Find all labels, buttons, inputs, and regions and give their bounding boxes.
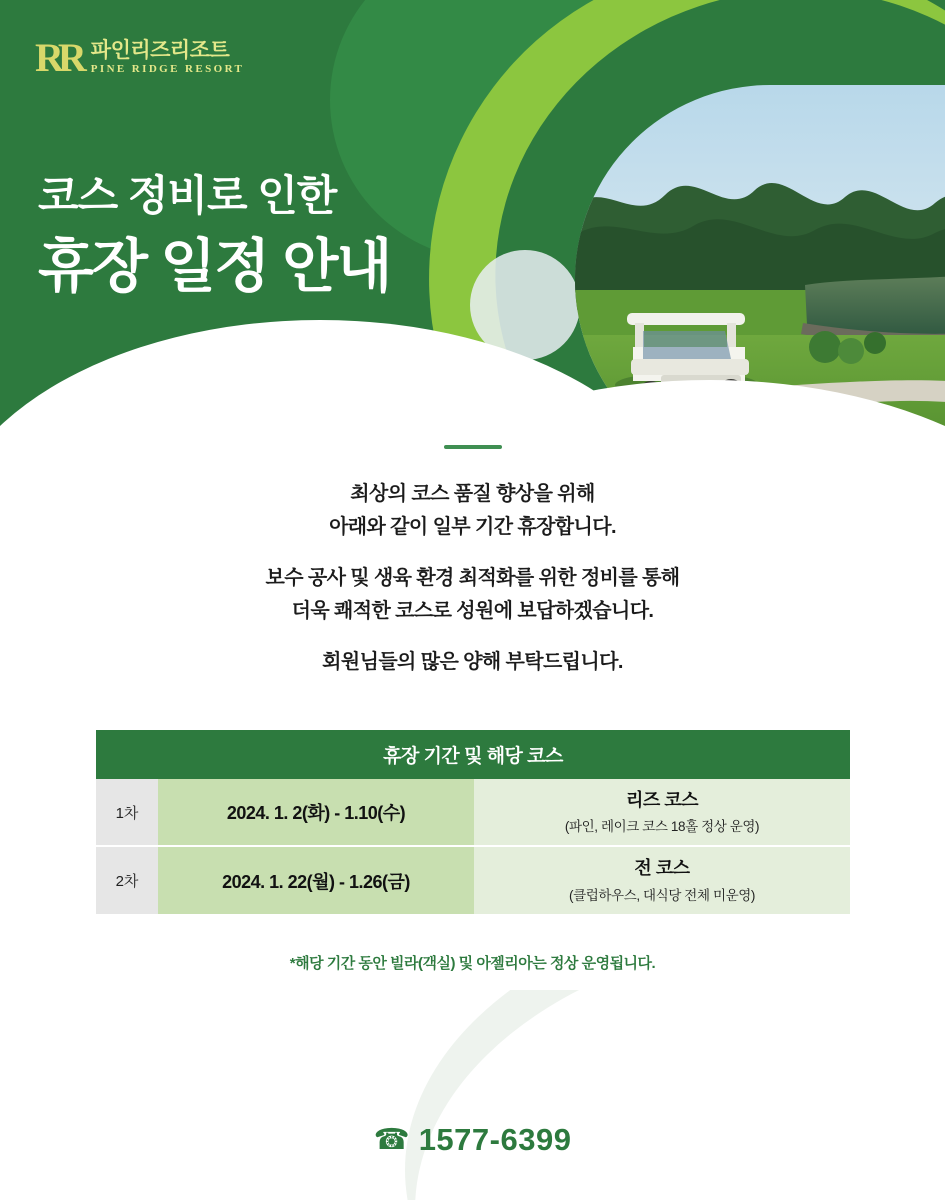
course-note: (클럽하우스, 대식당 전체 미운영) <box>569 887 755 903</box>
message-line: 아래와 같이 일부 기간 휴장합니다. <box>329 516 616 538</box>
course-name: 전 코스 <box>634 858 690 879</box>
course-name: 리즈 코스 <box>625 790 699 810</box>
hero-banner <box>0 0 945 480</box>
schedule-table <box>96 730 850 916</box>
logo-monogram-icon: RR <box>35 35 81 80</box>
logo-text-block <box>91 39 245 77</box>
message-line: 회원님들의 많은 양해 부탁드립니다. <box>322 651 623 673</box>
message-line: 보수 공사 및 생육 환경 최적화를 위한 정비를 통해 <box>265 567 680 589</box>
course-note: (파인, 레이크 코스 18홀 정상 운영) <box>564 819 760 835</box>
brand-name-english: PINE RIDGE RESORT <box>90 62 245 75</box>
footer-decoration <box>0 990 945 1200</box>
telephone-icon: ☎ <box>373 1123 410 1156</box>
contact-phone[interactable] <box>0 1122 945 1158</box>
table-cell-course <box>474 779 850 845</box>
section-divider <box>444 445 502 449</box>
footnote: *해당 기간 동안 빌라(객실) 및 아젤리아는 정상 운영됩니다. <box>289 955 656 972</box>
brand-logo <box>35 35 245 80</box>
phone-number[interactable]: 1577-6399 <box>418 1122 572 1157</box>
table-cell-date: 2024. 1. 2(화) - 1.10(수) <box>158 779 474 845</box>
brand-name-korean: 파인리즈리조트 <box>90 38 230 62</box>
schedule-table-header: 휴장 기간 및 해당 코스 <box>96 730 850 779</box>
page-title <box>38 170 390 304</box>
table-cell-date: 2024. 1. 22(월) - 1.26(금) <box>158 847 474 913</box>
table-row <box>96 847 850 915</box>
message-paragraph-3 <box>0 646 945 679</box>
table-cell-phase: 2차 <box>96 847 158 913</box>
table-row <box>96 779 850 847</box>
message-paragraph-2 <box>0 562 945 628</box>
message-paragraph-1 <box>0 478 945 544</box>
table-cell-course <box>474 847 850 913</box>
notice-message <box>0 478 945 679</box>
headline-line-1: 코스 정비로 인한 <box>38 172 337 219</box>
message-line: 더욱 쾌적한 코스로 성원에 보답하겠습니다. <box>291 600 654 622</box>
table-cell-phase: 1차 <box>96 779 158 845</box>
headline-line-2: 휴장 일정 안내 <box>38 233 391 299</box>
message-line: 최상의 코스 품질 향상을 위해 <box>350 483 595 505</box>
